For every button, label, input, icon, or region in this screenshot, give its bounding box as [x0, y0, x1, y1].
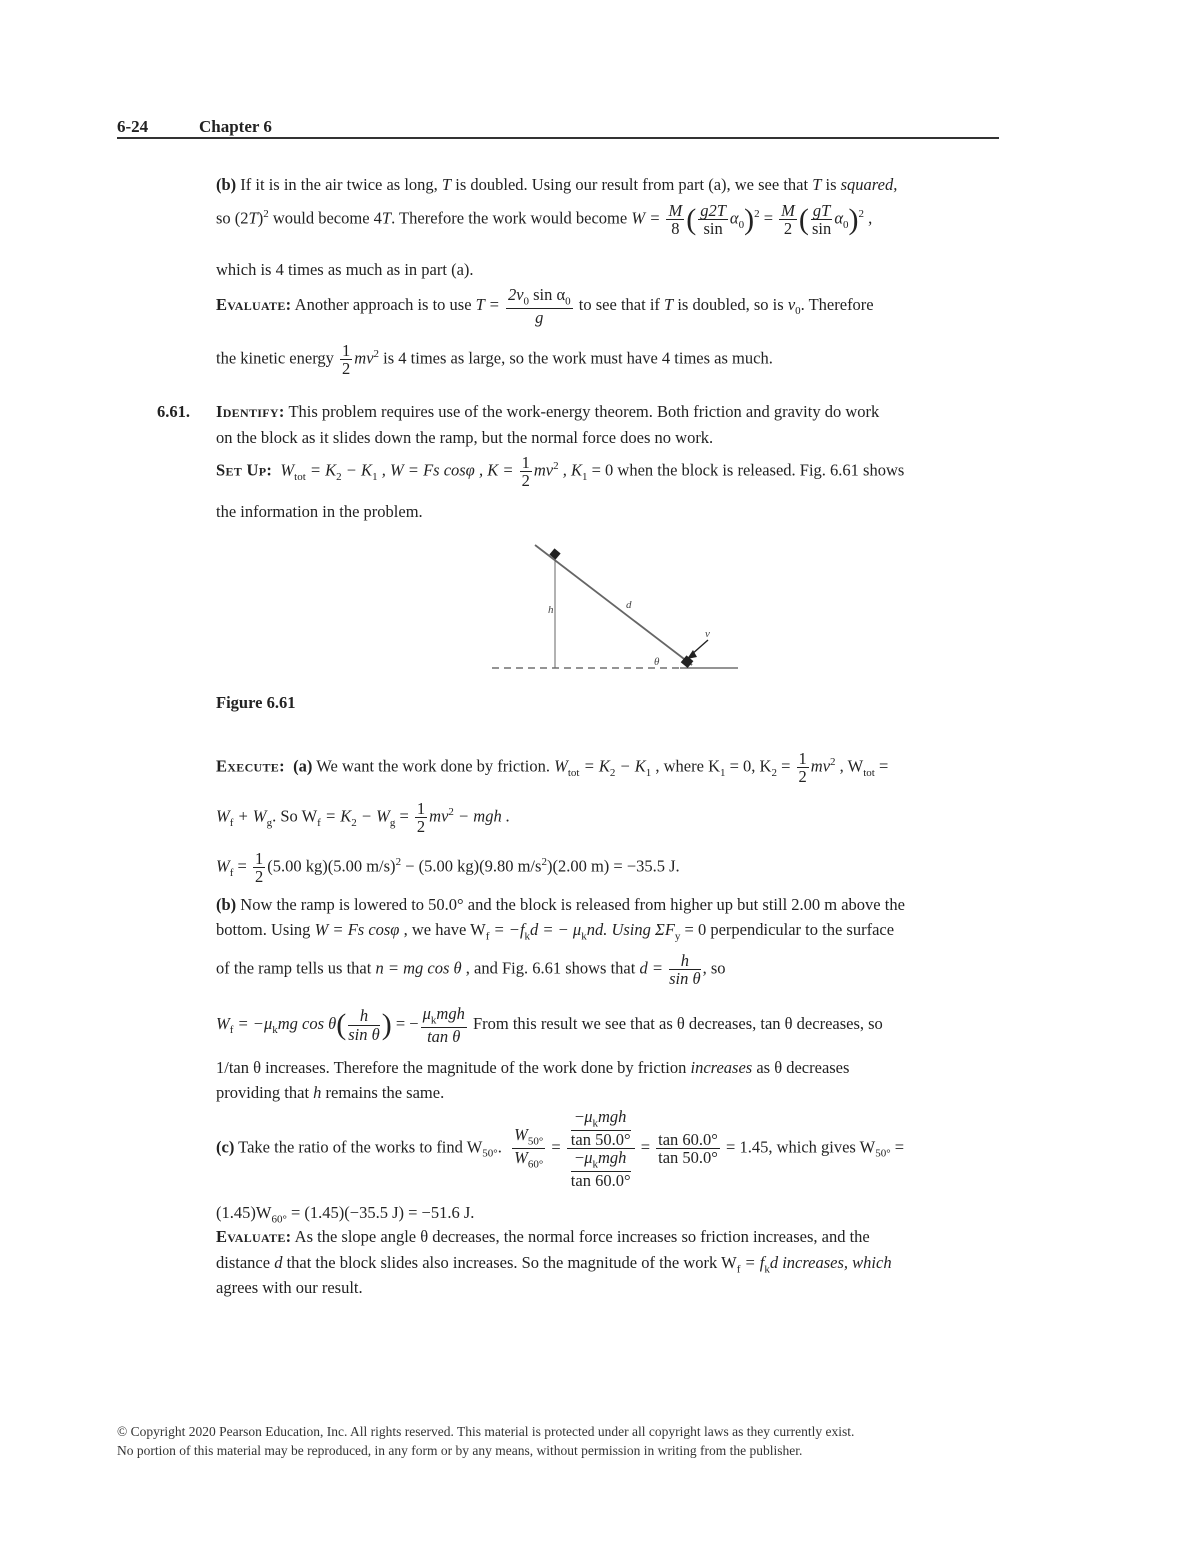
evaluate-line1: Evaluate: As the slope angle θ decreases, the normal force increases so friction increases, and the: [216, 1227, 870, 1246]
prev-b-line2: so $(2T)^2$ would become 4T. Therefore the work would become W = $\frac{M}{8}$ ( $\frac{g2T}{\sin}$ $\alpha_0)^2$ = $\frac{M}{2}$ ( $\frac{gT}{\sin}$ $\alpha_0)^2$ ,: [216, 201, 873, 239]
label-theta: θ: [654, 656, 660, 668]
header-rule: [117, 137, 999, 139]
prev-evaluate-line1: Evaluate: Another approach is to use T = $\frac{2v_0 \sin \alpha_0}{g}$ to see that if T is doubled, so is $v_0$. Therefore: [216, 285, 874, 327]
label-d: d: [626, 599, 632, 611]
copyright-line2: No portion of this material may be reproduced, in any form or by any means, without permission in writing from the publisher.: [117, 1443, 803, 1458]
identify-line2: on the block as it slides down the ramp, but the normal force does no work.: [216, 428, 714, 447]
page-number: 6-24: [117, 117, 149, 136]
ramp-line: [535, 545, 692, 665]
execute-a-line3: $W_f$ = $\frac{1}{2}$ (5.00 kg)(5.00 m/s)$^2$ − (5.00 kg)(9.80 $m/s^2)(2.00$ m) = −35.5 J.: [216, 849, 680, 887]
identify-line1: Identify: This problem requires use of the work-energy theorem. Both friction and gravity do work: [216, 402, 880, 421]
label-h: h: [548, 604, 554, 616]
execute-b-line1: (b) Now the ramp is lowered to 50.0° and the block is released from higher up but still 2.00 m above the: [216, 895, 905, 914]
prev-b-line3: which is 4 times as much as in part (a).: [216, 260, 474, 279]
execute-b-line5: 1/tan θ increases. Therefore the magnitude of the work done by friction increases as θ decreases: [216, 1058, 850, 1077]
ramp-figure: [480, 535, 750, 685]
execute-b-line2: bottom. Using W = Fs cosφ , we have $W_f = -f_kd$ = − $\mu_knd$. Using $\Sigma F_y = 0$ perpendicular to the surface: [216, 920, 895, 943]
evaluate-line3: agrees with our result.: [216, 1278, 363, 1297]
evaluate-line2: distance d that the block slides also increases. So the magnitude of the work $W_f = f_kd$ increases, which: [216, 1253, 892, 1276]
execute-b-line6: providing that h remains the same.: [216, 1083, 445, 1102]
execute-b-line4: $W_f = -\mu_kmg$ cos θ( $\frac{h}{\text{sin θ}}$) = − $\frac{\mu_kmgh}{\text{tan θ}}$ From this result we see that as θ decreases, tan θ decreases, so: [216, 1004, 883, 1046]
label-v: v: [705, 628, 710, 640]
problem-number: 6.61.: [157, 402, 190, 421]
prev-b-line1: (b) If it is in the air twice as long, T is doubled. Using our result from part (a), we see that T is squared,: [216, 175, 898, 194]
setup-line2: the information in the problem.: [216, 502, 423, 521]
execute-b-line3: of the ramp tells us that n = mg cos θ , and Fig. 6.61 shows that d = $\frac{h}{\text{sin θ}}$ , so: [216, 951, 726, 989]
execute-a-line1: Execute: (a) We want the work done by friction. $W_{tot} = K_2 - K_1$ , where $K_1 = 0$, $K_2$ = $\frac{1}{2}$ $mv^2$ , $W_{tot}$ =: [216, 749, 889, 787]
chapter-title: Chapter 6: [199, 117, 272, 136]
figure-caption: Figure 6.61: [216, 693, 296, 712]
execute-a-line2: $W_f + W_g$. So $W_f = K_2 - W_g$ = $\frac{1}{2}$ $mv^2$ − mgh .: [216, 799, 510, 837]
prev-evaluate-line2: the kinetic energy $\frac{1}{2}$ $mv^2$ is 4 times as large, so the work must have 4 times as much.: [216, 341, 773, 379]
setup-line1: Set Up: $W_{tot} = K_2 - K_1$ , W = Fs cosφ , K = $\frac{1}{2}$ $mv^2$ , $K_1 = 0$ when the block is released. Fig. 6.61 shows: [216, 453, 905, 491]
execute-c-line2: $(1.45)W_{60^\circ} = (1.45)(-35.5$ J) = −51.6 J.: [216, 1203, 475, 1226]
copyright-line1: © Copyright 2020 Pearson Education, Inc. All rights reserved. This material is protected under all copyright laws as they currently exist.: [117, 1424, 855, 1439]
execute-c-line1: (c) Take the ratio of the works to find $W_{50^\circ}$. $\frac{W_{50^\circ}}{W_{60^\circ}}$ = $\frac{\frac{-\mu_kmgh}{\tan 50.0^\circ}}{\frac{-\mu_kmgh}{\tan 60.0^\circ}}$ = $\frac{\tan 60.0^\circ}{\tan 50.0^\circ}$ = 1.45, which gives $W_{50^\circ}$ =: [216, 1107, 905, 1190]
